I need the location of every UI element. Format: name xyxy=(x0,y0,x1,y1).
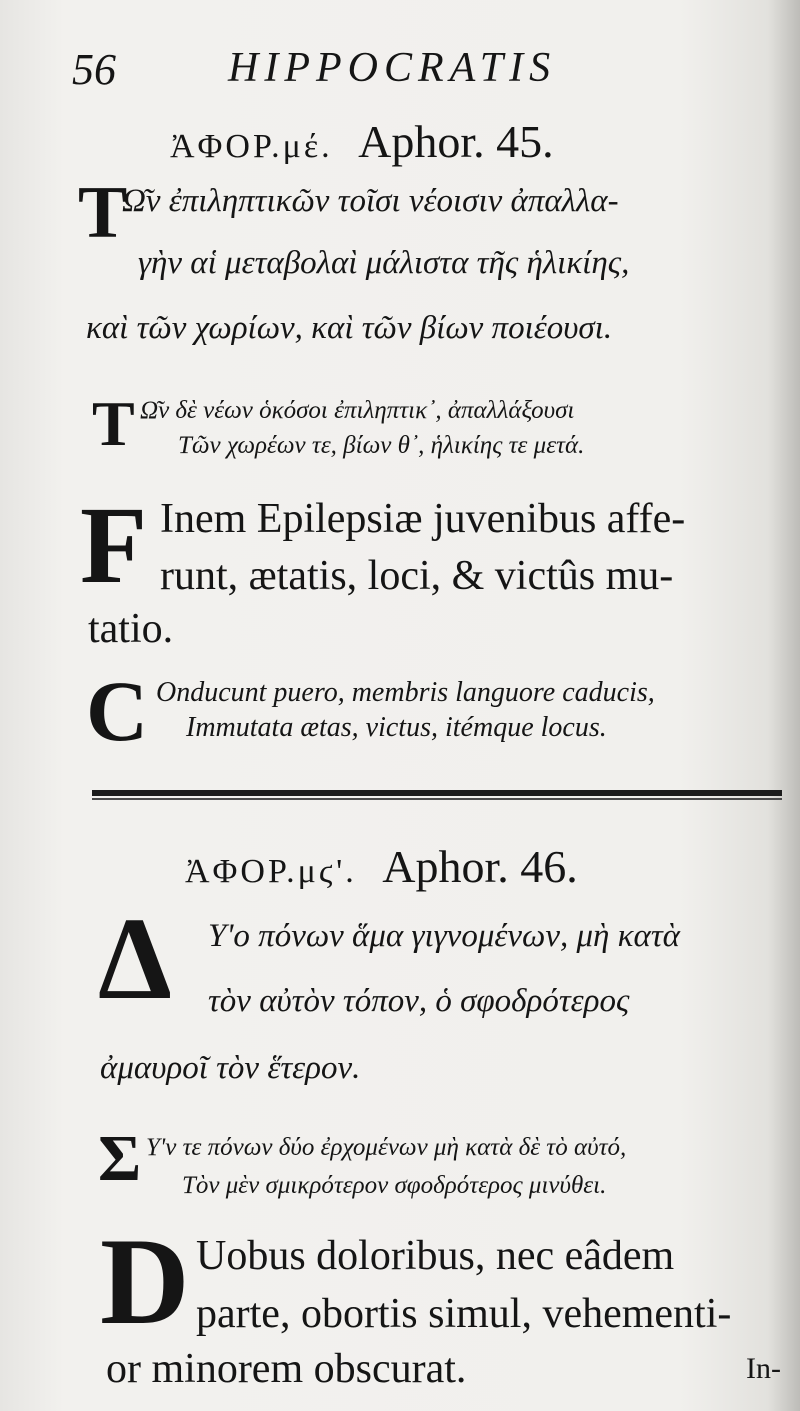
text-line: καὶ τῶν χωρίων, καὶ τῶν βίων ποιέουσι. xyxy=(86,310,613,346)
aphorism-45-heading xyxy=(170,115,554,168)
aphorism-46-heading xyxy=(185,840,578,893)
text-line: or minorem obscurat. xyxy=(106,1346,467,1392)
text-line: Υ'ο πόνων ἅμα γιγνομένων, μὴ κατὰ xyxy=(208,918,680,954)
text-line: ἀμαυροῖ τὸν ἕτερον. xyxy=(100,1050,361,1086)
text-line: Immutata ætas, victus, itémque locus. xyxy=(186,712,607,743)
text-line: τὸν αὐτὸν τόπον, ὁ σφοδρότερος xyxy=(208,983,630,1019)
section-divider-shadow xyxy=(92,798,782,800)
aphorism-45-latin-heading: Aphor. 45. xyxy=(358,116,554,167)
running-title: HIPPOCRATIS xyxy=(228,45,557,91)
text-line: Uobus doloribus, nec eâdem xyxy=(196,1233,675,1279)
aphorism-46-greek-heading: ἈΦΟΡ.μϛ'. xyxy=(185,853,357,890)
catchword: In- xyxy=(746,1352,781,1385)
aphorism-45-greek-heading: ἈΦΟΡ.μέ. xyxy=(170,128,333,165)
text-line: Τῶν χωρέων τε, βίων θ᾽, ἡλικίης τε μετά. xyxy=(178,432,585,459)
dropcap-greek-verse-45: T xyxy=(92,388,135,459)
text-line: Ω͂ν ἐπιληπτικῶν τοῖσι νέοισιν ἀπαλλα- xyxy=(122,183,619,219)
text-line: tatio. xyxy=(88,606,174,652)
text-line: parte, obortis simul, vehementi- xyxy=(196,1291,732,1337)
aphorism-46-latin-heading: Aphor. 46. xyxy=(382,841,578,892)
text-line: Ω͂ν δὲ νέων ὁκόσοι ἐπιληπτικ᾽, ἀπαλλάξουσι xyxy=(140,397,575,424)
text-line: γὴν αἱ μεταβολαὶ μάλιστα τῆς ἡλικίης, xyxy=(138,245,630,281)
dropcap-greek-prose-45: T xyxy=(78,172,128,254)
text-line: Inem Epilepsiæ juvenibus affe- xyxy=(160,496,686,542)
text-line: Υ'ν τε πόνων δύο ἐρχομένων μὴ κατὰ δὲ τὸ αὐτό, xyxy=(146,1134,627,1161)
dropcap-greek-prose-46: Δ xyxy=(98,893,172,1024)
page-number: 56 xyxy=(72,45,116,94)
dropcap-latin-prose-46: D xyxy=(100,1213,190,1350)
dropcap-latin-verse-45: C xyxy=(86,663,149,759)
dropcap-greek-verse-46: Σ xyxy=(98,1122,142,1195)
text-line: Τὸν μὲν σμικρότερον σφοδρότερος μινύθει. xyxy=(182,1172,607,1199)
text-line: runt, ætatis, loci, & victûs mu- xyxy=(160,553,674,599)
text-line: Onducunt puero, membris languore caducis, xyxy=(156,677,655,708)
section-divider xyxy=(92,790,782,796)
dropcap-latin-prose-45: F xyxy=(80,484,148,606)
